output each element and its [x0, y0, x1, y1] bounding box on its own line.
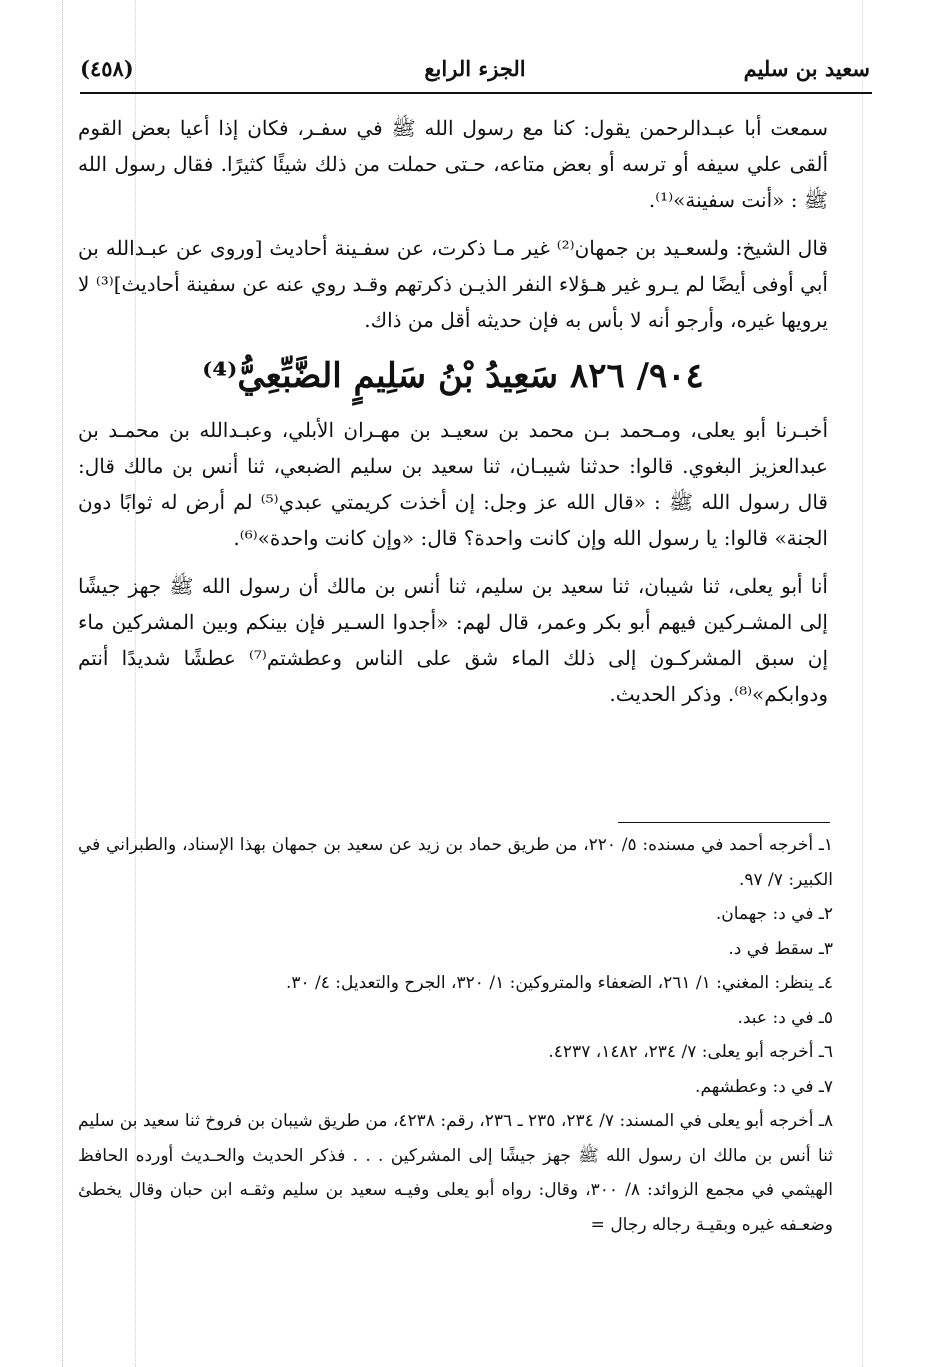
footnote-divider [618, 822, 830, 823]
main-text [78, 110, 828, 724]
paragraph-2: قال الشيخ: ولسعـيد بن جمهان⁽²⁾ غير مـا ذكرت، عن سفـينة أحاديث [وروى عن عبـدالله بن أبي أوفى أيضًا لم يـرو غير هـؤلاء النفر الذيـن ذكرتهم وقـد روي عنه عن سفينة أحاديث]⁽³⁾ لا يرويها غيره، وأرجو أنه لا بأس به فإن حديثه أقل من ذاك. [78, 236, 828, 332]
footnote-3: ٣ـ سقط في د. [728, 938, 833, 959]
paragraph-3: أخبـرنا أبو يعلى، ومـحمد بـن محمد بن سعيـد بن مهـران الأبلي، وعبـدالله بن محمـد بن عبدالعزيز البغوي. قالوا: حدثنا شيبـان، ثنا سعيد بن سليم الضبعي، ثنا أنس بن مالك قال: قال رسول الله ﷺ : «قال الله عز وجل: إن أخذت كريمتي عبدي⁽⁵⁾ لم أرض له ثوابًا دون الجنة» قالوا: يا رسول الله وإن كانت واحدة؟ قال: «وإن كانت واحدة»⁽⁶⁾. [78, 418, 828, 550]
footnote-1: ١ـ أخرجه أحمد في مسنده: ٥/ ٢٢٠، من طريق حماد بن زيد عن سعيد بن جمهان بهذا الإسناد، والطبراني في الكبير: ٧/ ٩٧. [78, 835, 833, 890]
footnote-6: ٦ـ أخرجه أبو يعلى: ٧/ ٢٣٤، ١٤٨٢، ٤٢٣٧. [548, 1042, 833, 1062]
footnote-2: ٢ـ في د: جهمان. [715, 904, 833, 924]
footnote-5: ٥ـ في د: عبد. [737, 1007, 833, 1028]
footnote-8: ٨ـ أخرجه أبو يعلى في المسند: ٧/ ٢٣٤، ٢٣٥ ـ ٢٣٦، رقم: ٤٢٣٨، من طريق شيبان بن فروخ ثنا سعيد بن سليم ثنا أنس بن مالك ان رسول الله ﷺ جهز جيشًا إلى المشركين . . . فذكر الحديث والحـديث أورده الحافظ الهيثمي في مجمع الزوائد: ٨/ ٣٠٠، وقال: رواه أبو يعلى وفيـه سعيد بن سليم وثقـه ابن حبان وقال يخطئ وضعـفه غيره وبقيـة رجاله رجال = [78, 1111, 834, 1235]
paragraph-4: أنا أبو يعلى، ثنا شيبان، ثنا سعيد بن سليم، ثنا أنس بن مالك أن رسول الله ﷺ جهز جيشًا إلى المشـركين فيهم أبو بكر وعمر، قال لهم: «أجدوا السـير فإن بينكم وبين المشركين ماء إن سبق المشركـون إلى ذلك الماء شق على الناس وعطشتم⁽⁷⁾ عطشًا شديدًا أنتم ودوابكم»⁽⁸⁾. وذكر الحديث. [78, 574, 829, 706]
header-divider [80, 92, 872, 94]
scan-artifact-line [62, 0, 63, 1367]
running-head-section: سعيد بن سليم [743, 56, 870, 81]
scan-artifact-line [862, 0, 863, 1367]
page-header [80, 50, 870, 92]
footnote-7: ٧ـ في د: وعطشهم. [695, 1076, 833, 1097]
paragraph-1: سمعت أبا عبـدالرحمن يقول: كنا مع رسول الله ﷺ في سفـر، فكان إذا أعيا بعض القوم ألقى علي سيفه أو ترسه أو بعض متاعه، حـتى حملت من ذلك شيئًا كثيرًا. فقال رسول الله ﷺ : «أنت سفينة»⁽¹⁾. [78, 116, 828, 212]
footnote-4: ٤ـ ينظر: المغني: ١/ ٢٦١، الضعفاء والمتروكين: ١/ ٣٢٠، الجرح والتعديل: ٤/ ٣٠. [285, 973, 833, 993]
entry-title: ٩٠٤/ ٨٢٦ سَعِيدُ بْنُ سَلِيمٍ الضَّبِّعِيُّ⁽⁴⁾ [202, 356, 704, 396]
running-head-volume: الجزء الرابع [424, 56, 526, 81]
page-number: (٤٥٨) [80, 56, 134, 81]
footnotes [78, 828, 833, 1242]
